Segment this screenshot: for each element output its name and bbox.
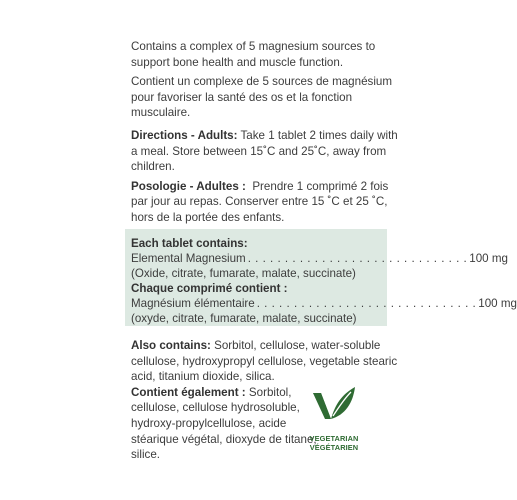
directions-fr-text: Prendre 1 comprimé 2 fois par jour au repas. Conserver entre 15 ˚C et 25 ˚C, hors de la portée des enfants. [131, 179, 389, 224]
label-text-block [131, 39, 399, 226]
ingredients-fr-heading: Chaque comprimé contient : [131, 282, 288, 295]
ingredient-row-en [131, 251, 508, 266]
ingredient-amount-fr: 100 mg [478, 297, 517, 310]
other-en-heading: Also contains: [131, 339, 211, 352]
dot-leader: . . . . . . . . . . . . . . . . . . . . . . . . . . . . . . [256, 297, 477, 310]
intro-fr: Contient un complexe de 5 sources de magnésium pour favoriser la santé des os et la fonction musculaire. [131, 75, 393, 120]
directions-fr-heading: Posologie - Adultes : [131, 179, 246, 193]
other-fr-text: Sorbitol, cellulose, cellulose hydrosoluble, hydroxy-propylcellulose, acide stéarique végétal, dioxyde de titane, silice. [131, 385, 317, 462]
ingredient-amount-en: 100 mg [469, 252, 508, 265]
dot-leader: . . . . . . . . . . . . . . . . . . . . . . . . . . . . . . [247, 252, 468, 265]
other-fr [131, 385, 331, 463]
other-en [131, 338, 401, 385]
vegetarian-badge [305, 385, 363, 455]
ingredient-name-fr: Magnésium élémentaire [131, 297, 255, 310]
intro-en: Contains a complex of 5 magnesium sources to support bone health and muscle function. [131, 40, 376, 69]
ingredients-panel [125, 229, 517, 326]
ingredient-row-fr [131, 296, 517, 311]
directions-en [131, 128, 399, 175]
ingredient-forms-fr: (oxyde, citrate, fumarate, malate, succinate) [131, 312, 357, 325]
other-fr-heading: Contient également : [131, 385, 246, 399]
ingredient-forms-en: (Oxide, citrate, fumarate, malate, succinate) [131, 267, 356, 280]
badge-label-en: VEGETARIAN [309, 434, 359, 443]
ingredients-en-heading: Each tablet contains: [131, 237, 248, 250]
badge-label-fr: VÉGÉTARIEN [309, 443, 359, 452]
vegetarian-v-leaf-icon [311, 385, 357, 433]
directions-en-text: Take 1 tablet 2 times daily with a meal. Store between 15˚C and 25˚C, away from children. [131, 128, 398, 174]
ingredient-name-en: Elemental Magnesium [131, 252, 246, 265]
directions-fr [131, 179, 399, 226]
other-en-text: Sorbitol, cellulose, water-soluble cellulose, hydroxypropyl cellulose, vegetable stearic acid, titanium dioxide, silica. [131, 339, 398, 384]
directions-en-heading: Directions - Adults: [131, 128, 238, 142]
